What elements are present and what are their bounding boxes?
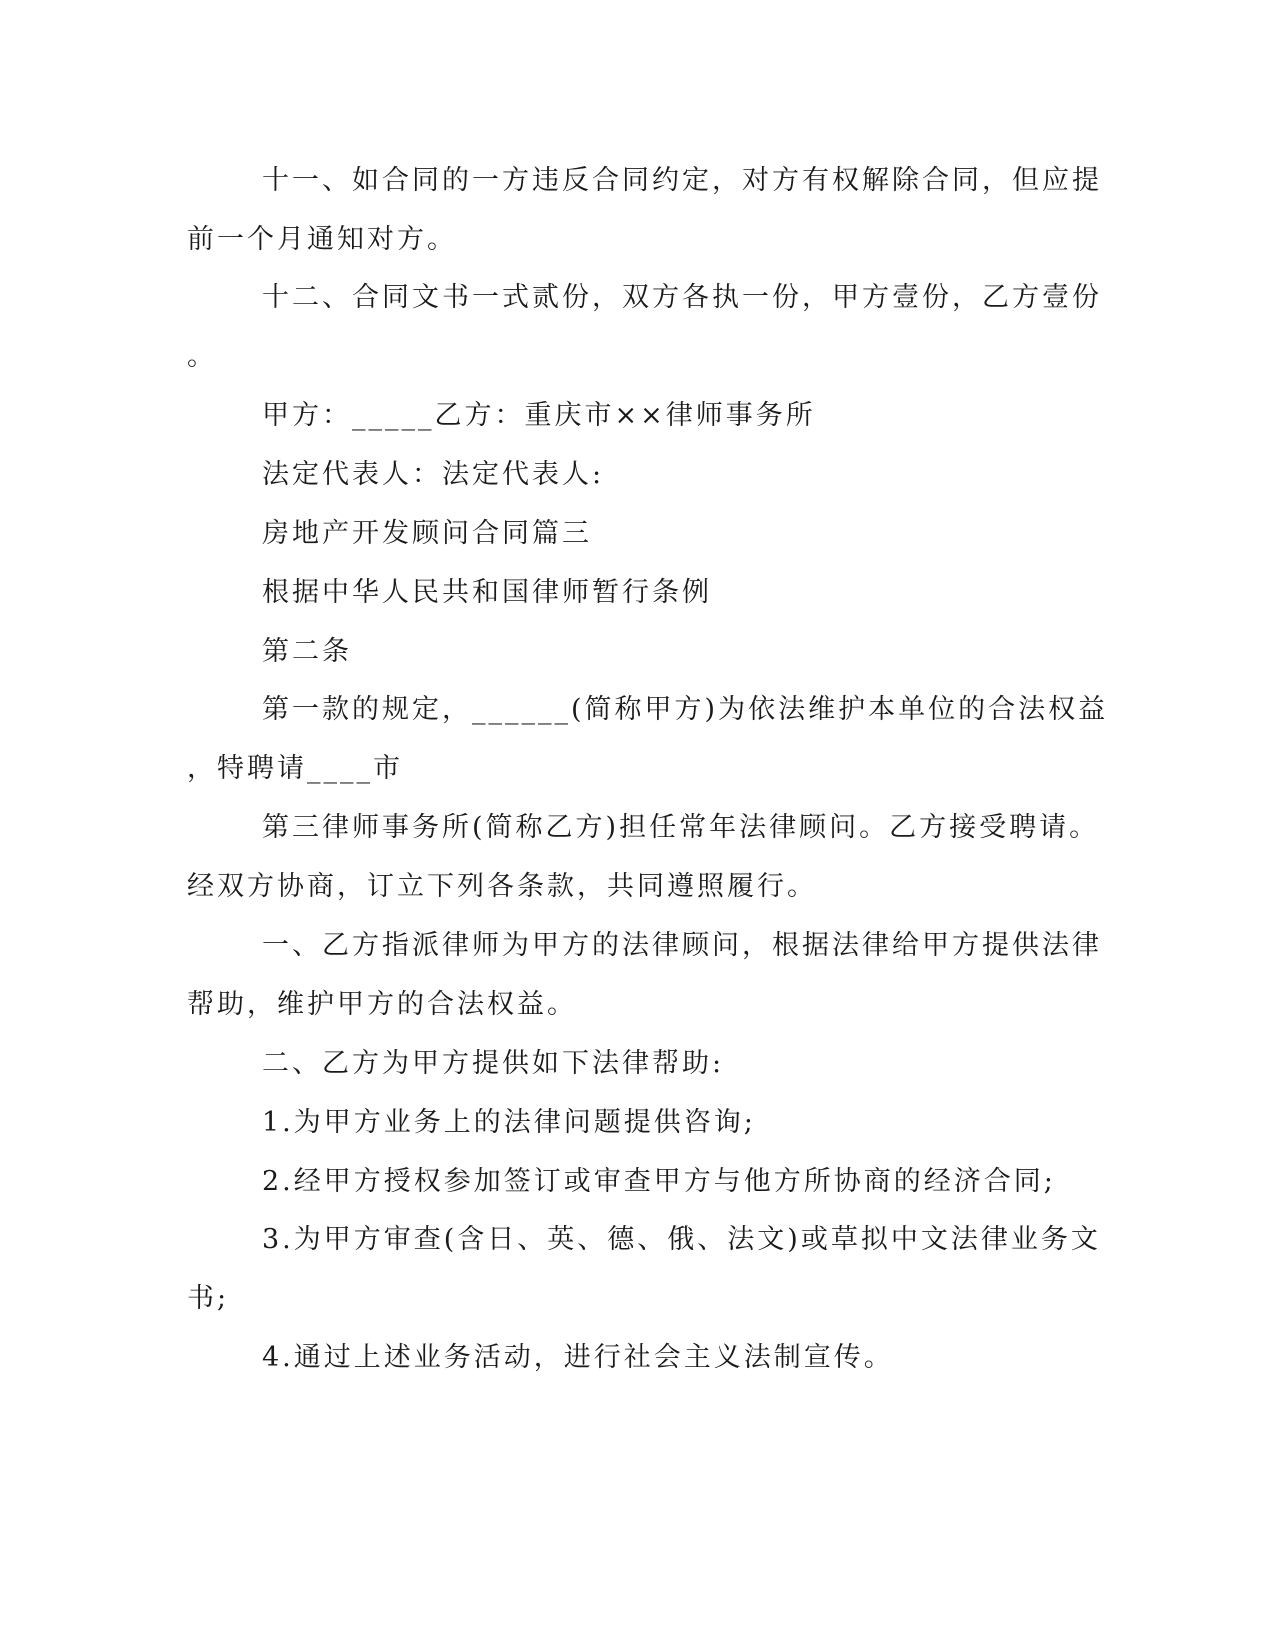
text-line: 法定代表人：法定代表人:: [262, 459, 605, 490]
text-line: 书;: [187, 1283, 230, 1314]
list-item: 2.经甲方授权参加签订或审查甲方与他方所协商的经济合同;: [262, 1166, 1056, 1197]
text-line: 根据中华人民共和国律师暂行条例: [262, 577, 712, 608]
text-line: 二、乙方为甲方提供如下法律帮助:: [262, 1048, 725, 1079]
list-item: 3.为甲方审查(含日、英、德、俄、法文)或草拟中文法律业务文: [262, 1224, 1101, 1255]
text-line: 。: [187, 341, 217, 372]
text-line: 第三律师事务所(简称乙方)担任常年法律顾问。乙方接受聘请。: [262, 812, 1100, 843]
text-line: 第二条: [262, 636, 352, 667]
text-line: 经双方协商，订立下列各条款，共同遵照履行。: [187, 871, 817, 902]
signature-line: 甲方：_____乙方：重庆市××律师事务所: [262, 400, 816, 431]
text-line: 十一、如合同的一方违反合同约定，对方有权解除合同，但应提: [262, 165, 1102, 196]
list-item: 4.通过上述业务活动，进行社会主义法制宣传。: [262, 1342, 894, 1373]
text-line: 十二、合同文书一式贰份，双方各执一份，甲方壹份，乙方壹份: [262, 282, 1102, 313]
list-item: 1.为甲方业务上的法律问题提供咨询;: [262, 1107, 756, 1138]
section-title: 房地产开发顾问合同篇三: [262, 518, 592, 549]
text-line: ，特聘请____市: [187, 753, 403, 784]
text-line: 帮助，维护甲方的合法权益。: [187, 989, 577, 1020]
text-line: 前一个月通知对方。: [187, 224, 457, 255]
text-line: 第一款的规定，______(简称甲方)为依法维护本单位的合法权益: [262, 694, 1109, 725]
text-line: 一、乙方指派律师为甲方的法律顾问，根据法律给甲方提供法律: [262, 930, 1102, 961]
